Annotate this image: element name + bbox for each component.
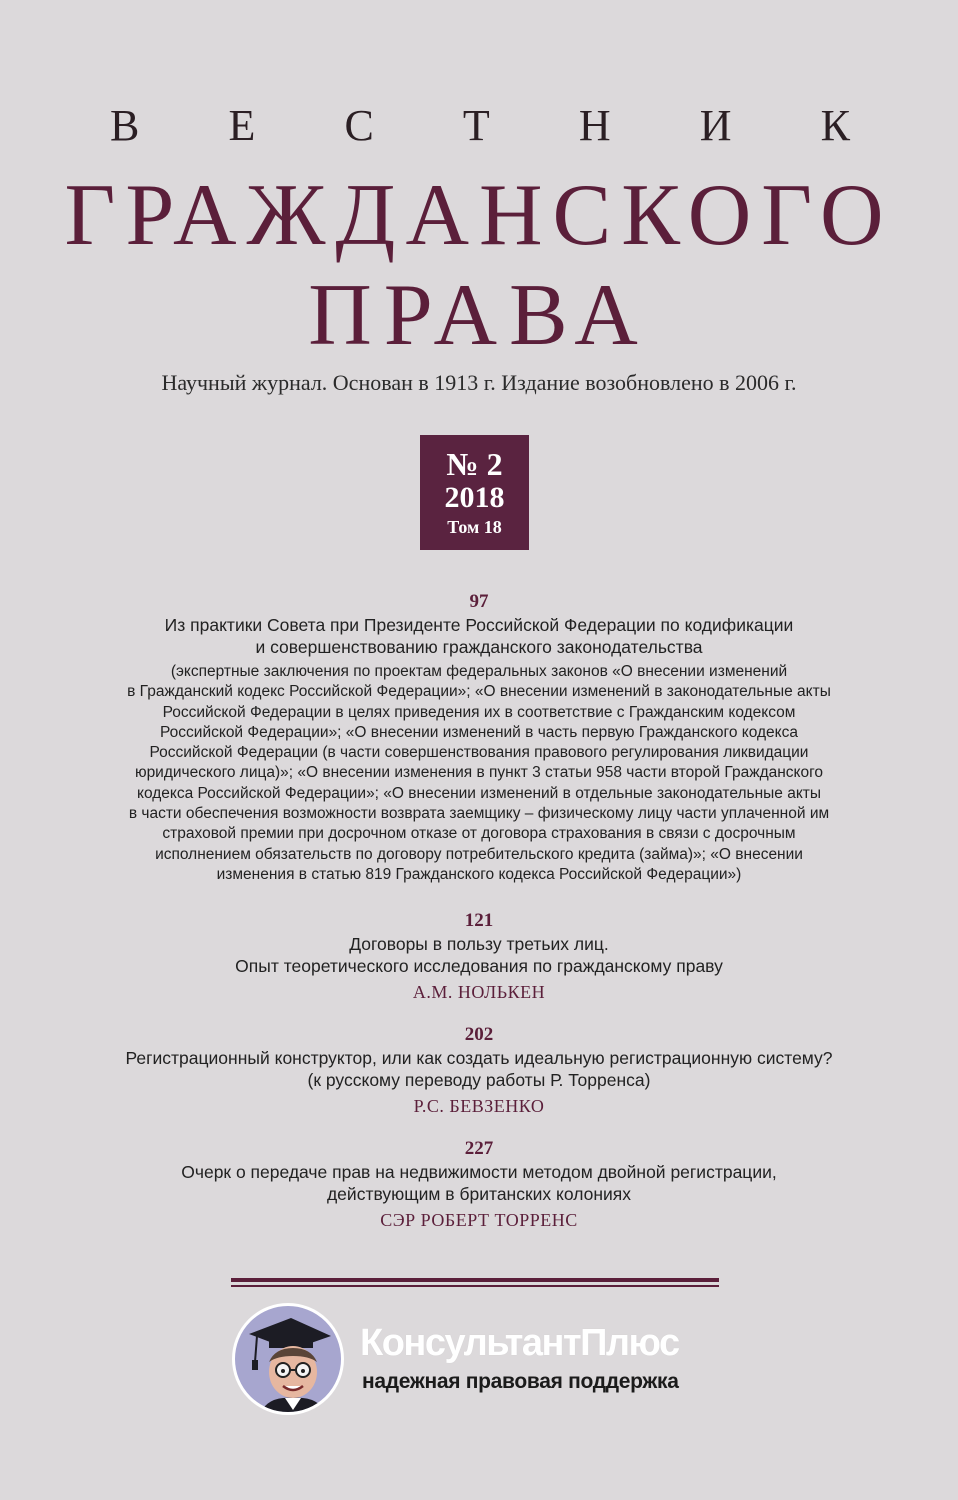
entry-page-number: 97: [469, 591, 489, 612]
entry-title-line: действующим в британских колониях: [326, 1184, 632, 1205]
entry-title: [60, 614, 898, 658]
entry-page-number: 227: [464, 1138, 494, 1160]
journal-title-vestnik: [0, 100, 958, 151]
entry-title: [60, 1161, 898, 1205]
entry-title-line: Из практики Совета при Президенте Российской Федерации по кодификации: [164, 615, 794, 635]
publisher-slogan: надежная правовая поддержка: [362, 1370, 679, 1393]
entry-description-line: страховой премии при досрочном отказе от договора страхования в связи с досрочным: [162, 825, 796, 843]
entry-title-line: Регистрационный конструктор, или как создать идеальную регистрационную систему?: [125, 1048, 833, 1069]
journal-title-line3: ПРАВА: [308, 267, 650, 364]
contents-entry: [60, 1023, 898, 1119]
entry-title-line: (к русскому переводу работы Р. Торренса): [307, 1070, 651, 1091]
entry-title-line: Опыт теоретического исследования по гражданскому праву: [235, 956, 723, 977]
entry-author: А.М. НОЛЬКЕН: [412, 982, 546, 1003]
entry-description-line: Российской Федерации в целях приведения их в соответствие с Гражданским кодексом: [162, 703, 796, 721]
entry-description-line: Российской Федерации (в части совершенствования правового регулирования ликвидации: [149, 744, 809, 762]
title-letter: Т: [462, 101, 490, 150]
journal-title-line2: ГРАЖДАНСКОГО: [64, 167, 894, 264]
entry-description-line: (экспертные заключения по проектам федеральных законов «О внесении изменений: [170, 663, 788, 680]
entry-description-line: в части обеспечения возможности возврата заемщику – физическому лицу части уплаченной им: [128, 805, 830, 823]
entry-author: СЭР РОБЕРТ ТОРРЕНС: [380, 1210, 578, 1231]
issue-badge: [420, 435, 529, 550]
entry-description-line: в Гражданский кодекс Российской Федерации»; «О внесении изменений в законодательные акты: [127, 683, 831, 701]
contents-entry: [60, 909, 898, 1005]
title-letter: Н: [578, 101, 611, 150]
entry-title: [60, 933, 898, 977]
entry-title: [60, 1047, 898, 1091]
entry-description-line: исполнением обязательств по договору потребительского кредита (займа)»; «О внесении: [155, 845, 803, 863]
entry-description-line: Российской Федерации»; «О внесении изменений в часть первую Гражданского кодекса: [160, 723, 798, 741]
issue-number: № 2: [446, 446, 503, 482]
entry-title-line: и совершенствованию гражданского законодательства: [255, 637, 703, 657]
issue-volume: Том 18: [447, 517, 502, 537]
entry-title-line: Очерк о передаче прав на недвижимости методом двойной регистрации,: [181, 1162, 777, 1183]
contents-entry: [60, 590, 898, 885]
entry-page-number: 121: [464, 910, 494, 932]
professor-mascot-icon: [232, 1303, 344, 1415]
entry-description: [60, 662, 898, 885]
title-letter: К: [820, 101, 850, 150]
entry-description-line: изменения в статью 819 Гражданского кодекса Российской Федерации»): [216, 865, 742, 883]
table-of-contents: [60, 590, 898, 1251]
journal-tagline: Научный журнал. Основан в 1913 г. Издание возобновлено в 2006 г.: [161, 370, 797, 395]
mascot-illustration: [235, 1306, 341, 1412]
issue-year: 2018: [444, 481, 505, 514]
contents-entry: [60, 1137, 898, 1233]
entry-page-number: 202: [464, 1024, 494, 1046]
title-letter: С: [344, 101, 374, 150]
entry-title-line: Договоры в пользу третьих лиц.: [349, 934, 609, 955]
entry-description-line: юридического лица)»; «О внесении изменения в пункт 3 статьи 958 части второй Гражданского: [134, 764, 824, 782]
divider-rule-thin: [231, 1285, 719, 1287]
publisher-logo-name: КонсультантПлюс: [360, 1322, 679, 1364]
entry-description-line: кодекса Российской Федерации»; «О внесении изменений в отдельные законодательные акты: [136, 784, 822, 802]
entry-author: Р.С. БЕВЗЕНКО: [413, 1096, 545, 1117]
title-letter: И: [699, 101, 732, 150]
divider-rule-thick: [231, 1278, 719, 1282]
title-letter: В: [110, 101, 140, 150]
title-letter: Е: [228, 101, 256, 150]
